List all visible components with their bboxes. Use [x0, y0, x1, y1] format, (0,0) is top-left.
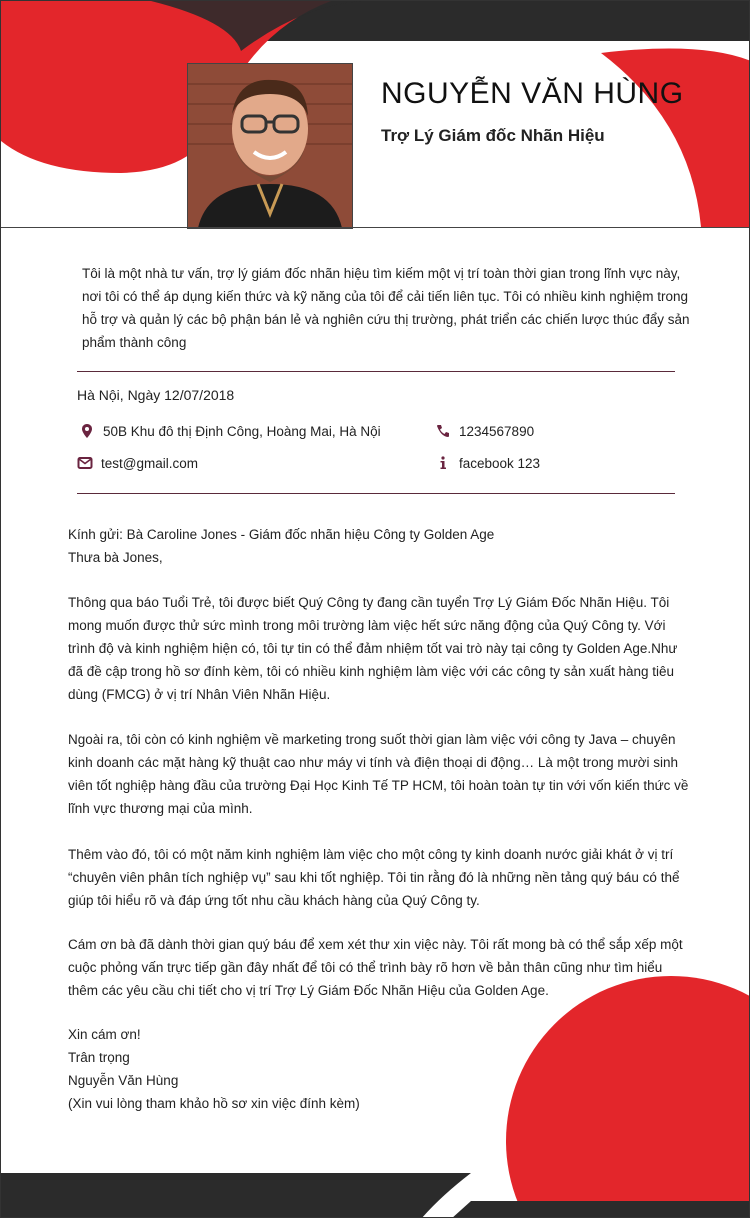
- facebook-text: facebook 123: [459, 455, 541, 471]
- info-icon: [435, 455, 451, 471]
- map-marker-icon: [79, 423, 95, 439]
- letter-greeting: [68, 523, 693, 569]
- signature-name: Nguyễn Văn Hùng: [68, 1073, 179, 1088]
- recipient-line: Kính gửi: Bà Caroline Jones - Giám đốc nhãn hiệu Công ty Golden Age: [68, 527, 495, 542]
- envelope-icon: [77, 455, 93, 471]
- applicant-name: NGUYỄN VĂN HÙNG: [381, 77, 684, 110]
- header-divider: [1, 227, 750, 228]
- profile-photo: [187, 63, 353, 229]
- profile-summary: Tôi là một nhà tư vấn, trợ lý giám đốc nhãn hiệu tìm kiếm một vị trí toàn thời gian trong lĩnh vực này, nơi tôi có thể áp dụng kiến thức và kỹ năng của tôi để cải tiến liên tục. Tôi có nhiều kinh nghiệm trong hỗ trợ và quản lý các bộ phận bán lẻ và nghiên cứu thị trường, phát triển các chiến lược thúc đẩy sản phẩm thành công: [82, 266, 690, 350]
- phone-text: 1234567890: [459, 423, 535, 439]
- letter-paragraph-4: Cám ơn bà đã dành thời gian quý báu để xem xét thư xin việc này. Tôi rất mong bà có thể sắp xếp một cuộc phỏng vấn trực tiếp gần đây nhất để tôi có thể trình bày rõ hơn về bản thân cũng như tìm hiểu thêm các yêu cầu chi tiết cho vị trí Trợ Lý Giám Đốc Nhãn Hiệu của Golden Age.: [68, 937, 683, 998]
- email-contact: [77, 455, 198, 471]
- phone-icon: [435, 423, 451, 439]
- top-right-red-shape: [601, 49, 750, 228]
- salutation-line: Thưa bà Jones,: [68, 550, 163, 565]
- portrait-image: [188, 64, 352, 228]
- facebook-contact: [435, 455, 540, 471]
- letter-paragraph-2: Ngoài ra, tôi còn có kinh nghiệm về marketing trong suốt thời gian làm việc với công ty Java – chuyên kinh doanh các mặt hàng kỹ thuật cao như máy vi tính và điện thoại di động… Là một trong mười sinh viên tốt nghiệp hàng đầu của trường Đại Học Kinh Tế TP HCM, tôi hoàn toàn tự tin với vốn kiến thức về lĩnh vực thương mại của mình.: [68, 732, 689, 816]
- bottom-dark-band: [1, 1173, 471, 1218]
- phone-contact: [435, 423, 534, 439]
- contact-top-divider: [77, 371, 675, 372]
- closing-thanks: Xin cám ơn!: [68, 1027, 141, 1042]
- letter-closing: [68, 1023, 693, 1115]
- bottom-right-dark-band: [451, 1201, 750, 1218]
- letter-paragraph-3: Thêm vào đó, tôi có một năm kinh nghiệm làm việc cho một công ty kinh doanh nước giải khát ở vị trí “chuyên viên phân tích nghiệp vụ” sau khi tốt nghiệp. Tôi tin rằng đó là những nền tảng quý báu có thể giúp tôi hiểu rõ và đáp ứng tốt nhu cầu khách hàng của Quý Công ty.: [68, 847, 680, 908]
- closing-regards: Trân trọng: [68, 1050, 130, 1065]
- date-line: Hà Nội, Ngày 12/07/2018: [77, 387, 235, 403]
- address-text: 50B Khu đô thị Định Công, Hoàng Mai, Hà Nội: [103, 423, 381, 439]
- attachment-note: (Xin vui lòng tham khảo hồ sơ xin việc đính kèm): [68, 1096, 360, 1111]
- letter-paragraph-1: Thông qua báo Tuổi Trẻ, tôi được biết Quý Công ty đang cần tuyển Trợ Lý Giám Đốc Nhãn Hiệu. Tôi mong muốn được thử sức mình trong môi trường làm việc hết sức năng động của Quý Công ty. Với trình độ và kinh nghiệm hiện có, tôi tự tin có thể đảm nhiệm tốt vai trò này tại công ty Golden Age.Như đã đề cập trong hồ sơ đính kèm, tôi có nhiều kinh nghiệm làm việc với các công ty sản xuất hàng tiêu dùng (FMCG) ở vị trí Nhân Viên Nhãn Hiệu.: [68, 595, 678, 702]
- email-text: test@gmail.com: [101, 455, 198, 471]
- address-contact: [79, 423, 381, 439]
- contact-bottom-divider: [77, 493, 675, 494]
- job-title: Trợ Lý Giám đốc Nhãn Hiệu: [381, 126, 605, 145]
